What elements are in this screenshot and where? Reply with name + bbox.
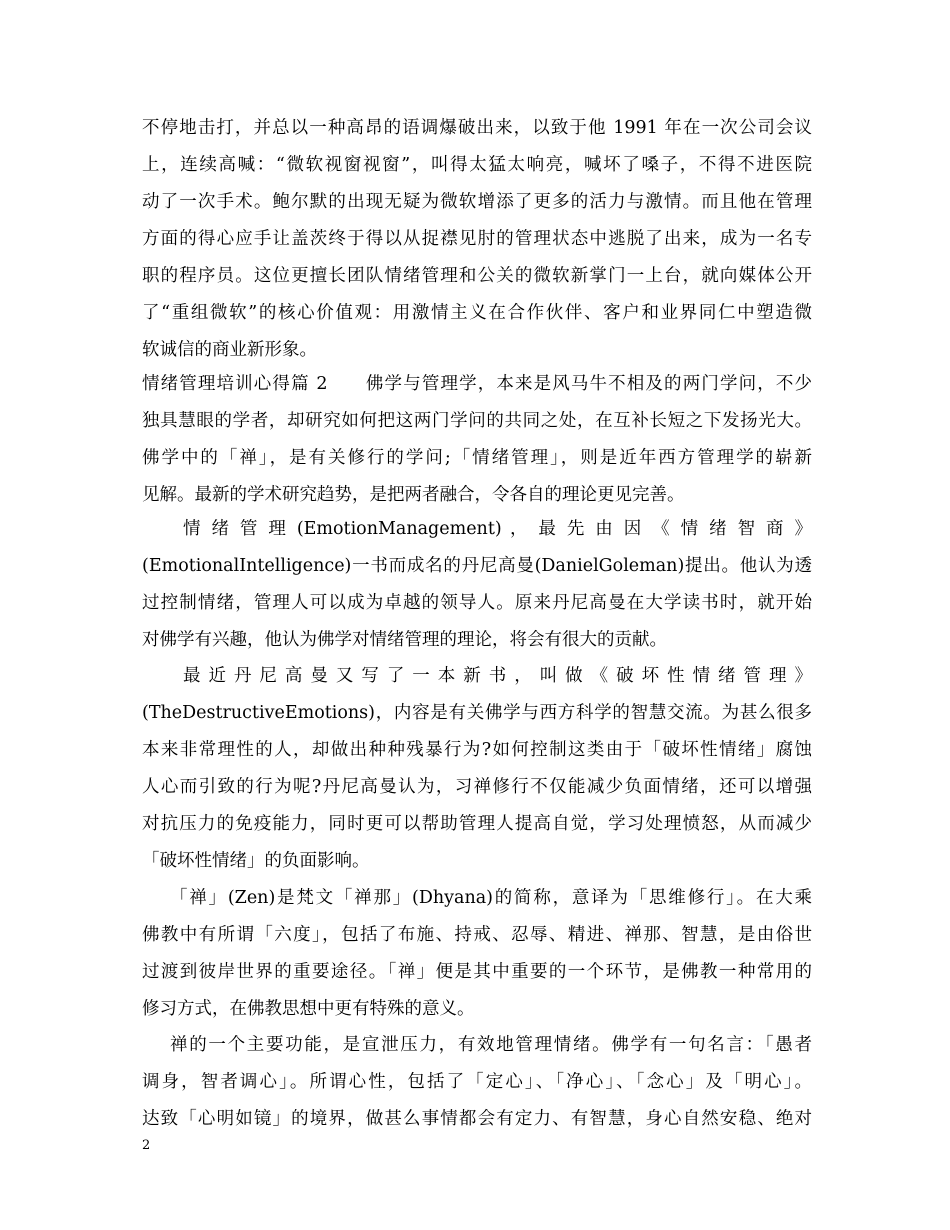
text-line: 过控制情绪，管理人可以成为卓越的领导人。原来丹尼高曼在大学读书时，就开始 bbox=[142, 593, 812, 613]
text-line: 见解。最新的学术研究趋势，是把两者融合，令各自的理论更见完善。 bbox=[142, 485, 685, 505]
text-line: 调身，智者调心」。所谓心性，包括了「定心」、「净心」、「念心」及「明心」。 bbox=[142, 1072, 812, 1092]
text-line: 职的程序员。这位更擅长团队情绪管理和公关的微软新掌门一上台，就向媒体公开 bbox=[142, 266, 812, 286]
text-line: 过渡到彼岸世界的重要途径。「禅」便是其中重要的一个环节，是佛教一种常用的 bbox=[142, 962, 812, 982]
text-line: 方面的得心应手让盖茨终于得以从捉襟见肘的管理状态中逃脱了出来，成为一名专 bbox=[142, 229, 812, 249]
text-line: 「禅」(Zen)是梵文「禅那」(Dhyana)的简称，意译为「思维修行」。在大乘 bbox=[170, 888, 812, 908]
text-line: 最 近 丹 尼 高 曼 又 写 了 一 本 新 书 ， 叫 做 《 破 坏 性 情 绪 管 理 》 bbox=[183, 666, 812, 686]
text-line: 软诚信的商业新形象。 bbox=[142, 340, 317, 360]
text-line: 对抗压力的免疫能力，同时更可以帮助管理人提高自觉，学习处理愤怒，从而减少 bbox=[142, 814, 812, 834]
text-line: 佛学中的「禅」，是有关修行的学问;「情绪管理」，则是近年西方管理学的崭新 bbox=[142, 448, 812, 468]
text-line: 不停地击打，并总以一种高昂的语调爆破出来，以致于他 1991 年在一次公司会议 bbox=[142, 118, 812, 138]
text-line: (TheDestructiveEmotions)，内容是有关佛学与西方科学的智慧交流。为甚么很多 bbox=[142, 703, 812, 723]
text-line: 上，连续高喊：“微软视窗视窗”，叫得太猛太响亮，喊坏了嗓子，不得不进医院 bbox=[142, 155, 812, 175]
text-line: 禅的一个主要功能，是宣泄压力，有效地管理情绪。佛学有一句名言：「愚者 bbox=[170, 1035, 812, 1055]
text-line: (EmotionalIntelligence)一书而成名的丹尼高曼(DanielGoleman)提出。他认为透 bbox=[142, 556, 812, 576]
text-line: 独具慧眼的学者，却研究如何把这两门学问的共同之处，在互补长短之下发扬光大。 bbox=[142, 411, 812, 431]
text-line: 情 绪 管 理 (EmotionManagement) ， 最 先 由 因 《 情 绪 智 商 》 bbox=[183, 519, 812, 539]
text-line: 了“重组微软”的核心价值观：用激情主义在合作伙伴、客户和业界同仁中塑造微 bbox=[142, 303, 812, 323]
text-line: 本来非常理性的人，却做出种种残暴行为?如何控制这类由于「破坏性情绪」腐蚀 bbox=[142, 740, 812, 760]
text-line: 修习方式，在佛教思想中更有特殊的意义。 bbox=[142, 999, 475, 1019]
text-line: 「破坏性情绪」的负面影响。 bbox=[142, 851, 370, 871]
text-line: 佛教中有所谓「六度」，包括了布施、持戒、忍辱、精进、禅那、智慧，是由俗世 bbox=[142, 925, 812, 945]
text-line: 人心而引致的行为呢?丹尼高曼认为，习禅修行不仅能减少负面情绪，还可以增强 bbox=[142, 777, 812, 797]
text-line: 动了一次手术。鲍尔默的出现无疑为微软增添了更多的活力与激情。而且他在管理 bbox=[142, 192, 812, 212]
page-number: 2 bbox=[142, 1138, 151, 1153]
text-line: 达致「心明如镜」的境界，做甚么事情都会有定力、有智慧，身心自然安稳、绝对 bbox=[142, 1109, 812, 1129]
section-heading-line: 情绪管理培训心得篇 2 佛学与管理学，本来是风马牛不相及的两门学问，不少 bbox=[142, 374, 812, 394]
text-line: 对佛学有兴趣，他认为佛学对情绪管理的理论，将会有很大的贡献。 bbox=[142, 630, 667, 650]
